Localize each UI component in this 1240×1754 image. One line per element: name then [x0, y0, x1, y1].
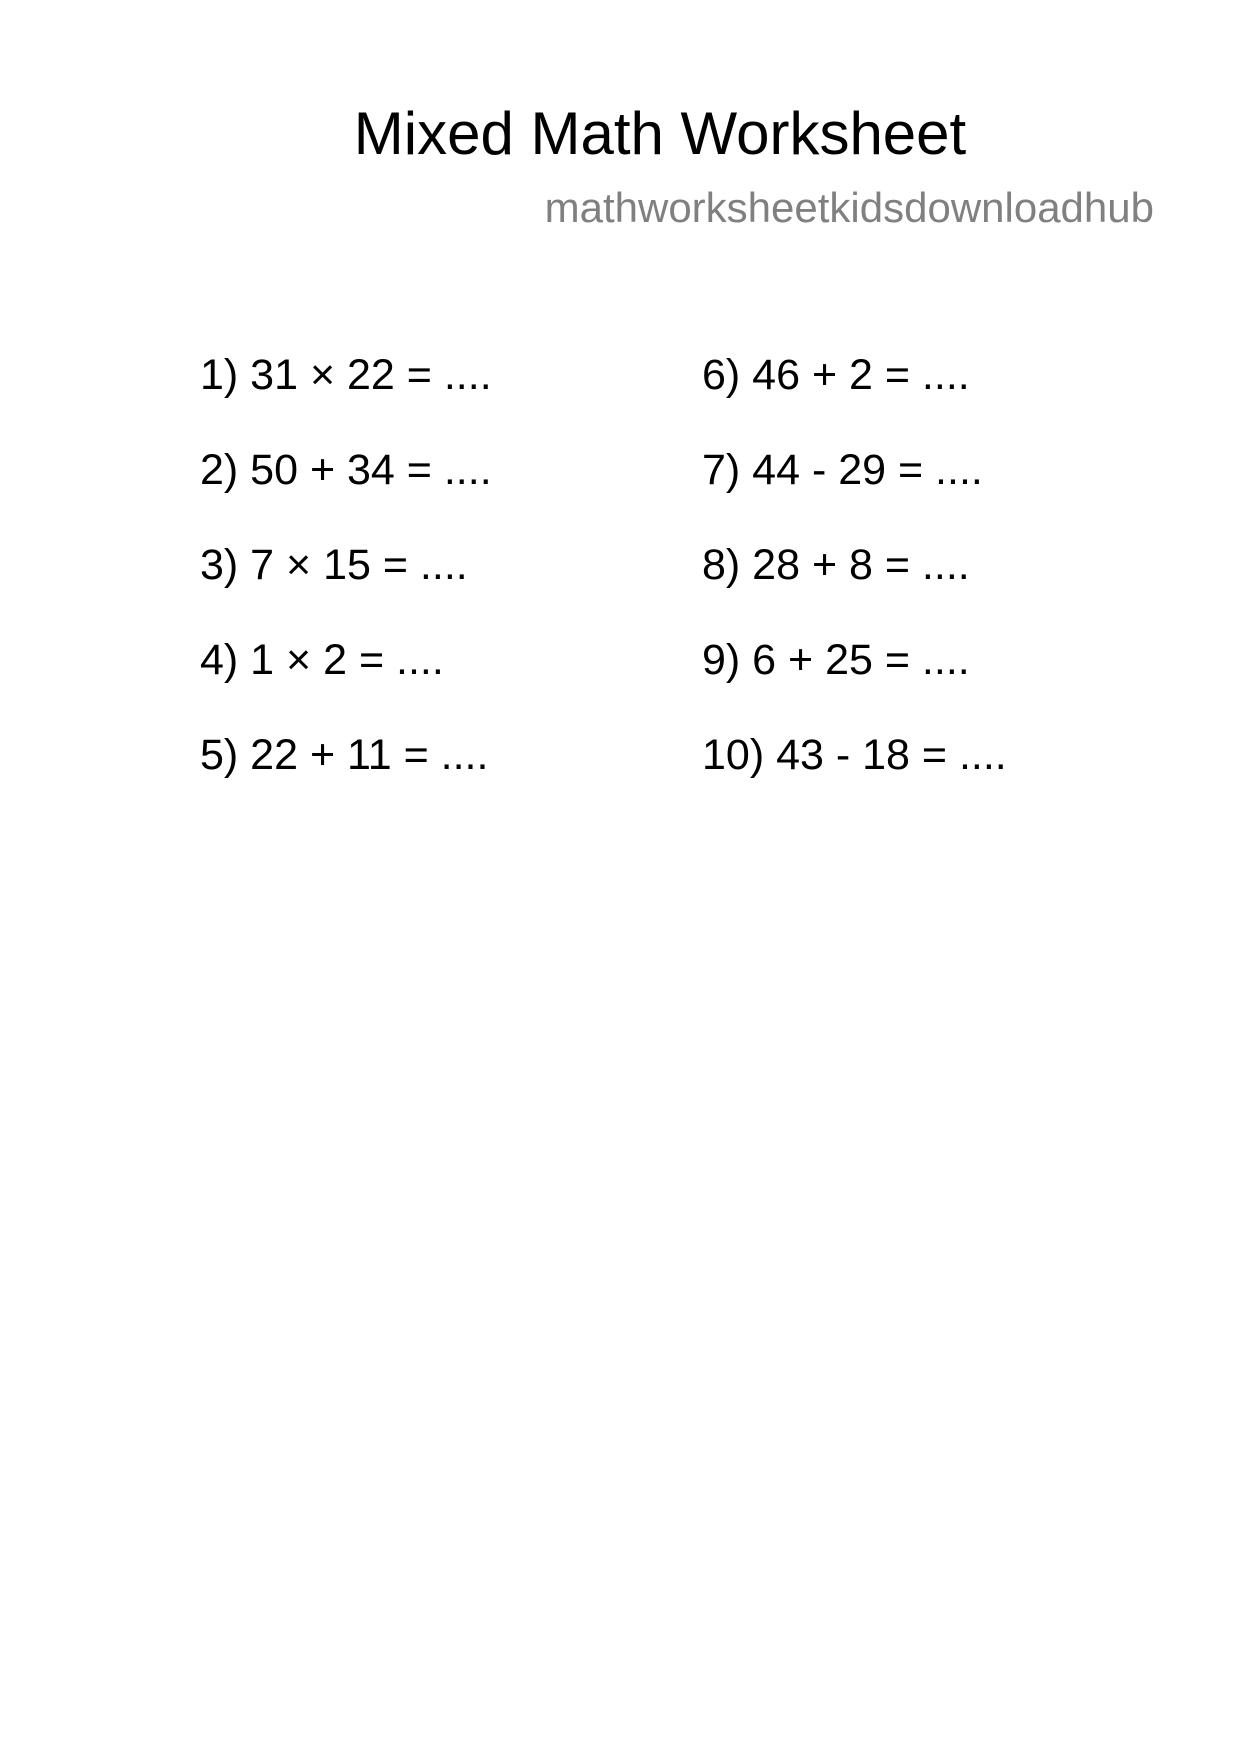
problem-5: 5) 22 + 11 = .... — [200, 731, 489, 779]
problem-10: 10) 43 - 18 = .... — [702, 731, 1007, 779]
problem-3: 3) 7 × 15 = .... — [200, 541, 468, 589]
page-title: Mixed Math Worksheet — [353, 100, 967, 167]
problem-9: 9) 6 + 25 = .... — [702, 636, 970, 684]
problem-2: 2) 50 + 34 = .... — [200, 446, 492, 494]
problem-grid — [200, 349, 1100, 849]
problem-column-right — [702, 349, 1007, 824]
page-subtitle: mathworksheetkidsdownloadhub — [544, 184, 1154, 231]
problem-4: 4) 1 × 2 = .... — [200, 636, 444, 684]
problem-column-left — [200, 349, 492, 824]
problem-6: 6) 46 + 2 = .... — [702, 351, 970, 399]
problem-8: 8) 28 + 8 = .... — [702, 541, 970, 589]
problem-1: 1) 31 × 22 = .... — [200, 351, 492, 399]
problem-7: 7) 44 - 29 = .... — [702, 446, 983, 494]
